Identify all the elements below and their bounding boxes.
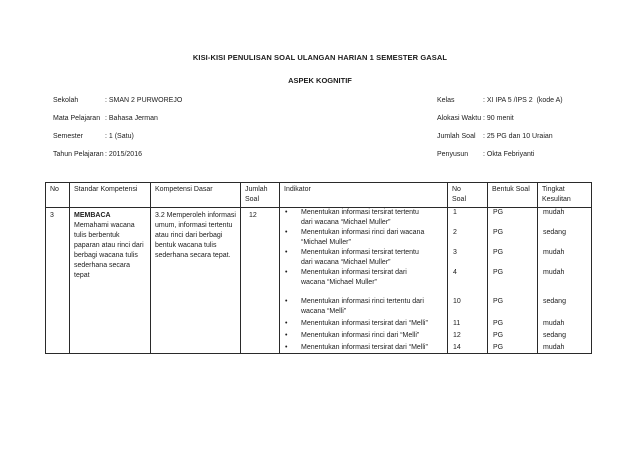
- cell-tingkat-kesulitan: mudah: [543, 249, 565, 256]
- table-header-row: [46, 183, 591, 208]
- bullet-icon: [285, 228, 301, 248]
- meta-field-penyusun: [437, 151, 595, 159]
- meta-field-sekolah: [53, 97, 437, 105]
- meta-value: : 1 (Satu): [105, 133, 134, 140]
- indikator-text: Menentukan informasi tersirat tertentu dari wacana “Michael Muller”: [301, 209, 419, 226]
- meta-field-tahun-pelajaran: [53, 151, 437, 159]
- cell-jumlah-soal: 12: [241, 208, 280, 353]
- cell-no: 3: [46, 208, 70, 353]
- indikator-item: [280, 248, 448, 268]
- standar-kompetensi-body: Memahami wacana tulis berbentuk paparan atau rinci dari berbagi wacana tulis sederhana secara tepat: [74, 222, 144, 279]
- meta-label: Alokasi Waktu: [437, 115, 482, 122]
- col-header-no-soal-label: No Soal: [452, 186, 467, 203]
- indikator-item: [280, 288, 448, 317]
- bullet-icon: [285, 248, 301, 268]
- indikator-item: [280, 329, 448, 341]
- meta-value: : 25 PG dan 10 Uraian: [483, 133, 553, 140]
- indikator-item: [280, 341, 448, 353]
- indikator-text: Menentukan informasi rinci tertentu dari wacana “Melli”: [301, 298, 424, 315]
- indikator-item: [280, 268, 448, 288]
- meta-label: Kelas: [437, 97, 455, 104]
- meta-label: Semester: [53, 133, 83, 140]
- col-header-tingkat-kesulitan: Tingkat Kesulitan: [538, 183, 591, 208]
- cell-tingkat-kesulitan: mudah: [543, 209, 565, 216]
- cell-no-soal: 1: [448, 208, 488, 228]
- table-body: [46, 208, 591, 353]
- document-meta: [53, 97, 595, 169]
- meta-label: Jumlah Soal: [437, 133, 476, 140]
- col-header-standar-kompetensi: Standar Kompetensi: [70, 183, 151, 208]
- cell-tingkat-kesulitan: mudah: [543, 269, 565, 276]
- cell-bentuk-soal: PG: [488, 268, 538, 288]
- bullet-icon: [285, 208, 301, 228]
- indikator-text: Menentukan informasi rinci dari wacana “Michael Muller”: [301, 229, 425, 246]
- bullet-icon: [285, 319, 301, 329]
- cell-tingkat-kesulitan: sedang: [543, 229, 566, 236]
- cell-no-soal: 2: [448, 228, 488, 248]
- meta-field-alokasi-waktu: [437, 115, 595, 123]
- indikator-text: Menentukan informasi tersirat dari “Melli”: [301, 320, 428, 327]
- document-subtitle: ASPEK KOGNITIF: [288, 76, 352, 85]
- meta-value: : Bahasa Jerman: [105, 115, 158, 122]
- bullet-icon: [285, 331, 301, 341]
- cell-no-soal: 14: [448, 341, 488, 353]
- cell-bentuk-soal: PG: [488, 228, 538, 248]
- cell-no-soal: 10: [448, 288, 488, 317]
- indikator-item: [280, 208, 448, 228]
- cell-standar-kompetensi: [70, 208, 151, 353]
- cell-kompetensi-dasar: 3.2 Memperoleh informasi umum, informasi tertentu atau rinci dari berbagi bentuk wacana tulis sederhana secara tepat.: [151, 208, 241, 353]
- meta-value: : 2015/2016: [105, 151, 142, 158]
- meta-left-block: [53, 97, 437, 169]
- cell-bentuk-soal: PG: [488, 329, 538, 341]
- meta-value: : 90 menit: [483, 115, 514, 122]
- document-title: KISI-KISI PENULISAN SOAL ULANGAN HARIAN 1 SEMESTER GASAL: [192, 53, 448, 62]
- cell-no-soal: 4: [448, 268, 488, 288]
- col-header-kompetensi-dasar: Kompetensi Dasar: [151, 183, 241, 208]
- standar-kompetensi-title: MEMBACA: [74, 212, 111, 219]
- meta-value: : Okta Febriyanti: [483, 151, 535, 158]
- cell-tingkat-kesulitan: sedang: [543, 332, 566, 339]
- cell-bentuk-soal: PG: [488, 341, 538, 353]
- meta-field-jumlah-soal: [437, 133, 595, 141]
- meta-field-mata-pelajaran: [53, 115, 437, 123]
- indikator-text: Menentukan informasi rinci dari “Melli”: [301, 332, 420, 339]
- indikator-text: Menentukan informasi tersirat dari wacana “Michael Muller”: [301, 269, 407, 286]
- bullet-icon: [285, 268, 301, 288]
- indikator-text: Menentukan informasi tersirat dari “Melli”: [301, 344, 428, 351]
- kisi-kisi-table: [45, 182, 592, 354]
- cell-no-soal: 3: [448, 248, 488, 268]
- col-header-jumlah-soal: Jumlah Soal: [241, 183, 280, 208]
- bullet-icon: [285, 297, 301, 317]
- col-header-indikator: Indikator: [280, 183, 448, 208]
- meta-right-block: [437, 97, 595, 169]
- meta-value: : SMAN 2 PURWOREJO: [105, 97, 183, 104]
- cell-tingkat-kesulitan: mudah: [543, 320, 565, 327]
- cell-tingkat-kesulitan: sedang: [543, 298, 566, 305]
- meta-field-semester: [53, 133, 437, 141]
- meta-value: : XI IPA 5 /IPS 2 (kode A): [483, 97, 563, 104]
- cell-bentuk-soal: PG: [488, 288, 538, 317]
- cell-no-soal: 12: [448, 329, 488, 341]
- col-header-no: No: [46, 183, 70, 208]
- col-header-no-soal: [448, 183, 488, 208]
- meta-label: Penyusun: [437, 151, 469, 158]
- cell-bentuk-soal: PG: [488, 248, 538, 268]
- meta-label: Sekolah: [53, 97, 79, 104]
- meta-label: Tahun Pelajaran: [53, 151, 104, 158]
- cell-bentuk-soal: PG: [488, 208, 538, 228]
- cell-no-soal: 11: [448, 317, 488, 329]
- indikator-text: Menentukan informasi tersirat tertentu dari wacana “Michael Muller”: [301, 249, 419, 266]
- bullet-icon: [285, 343, 301, 353]
- indikator-item: [280, 228, 448, 248]
- col-header-bentuk-soal: Bentuk Soal: [488, 183, 538, 208]
- cell-tingkat-kesulitan: mudah: [543, 344, 565, 351]
- indikator-item: [280, 317, 448, 329]
- meta-field-kelas: [437, 97, 595, 105]
- cell-bentuk-soal: PG: [488, 317, 538, 329]
- meta-label: Mata Pelajaran: [53, 115, 101, 122]
